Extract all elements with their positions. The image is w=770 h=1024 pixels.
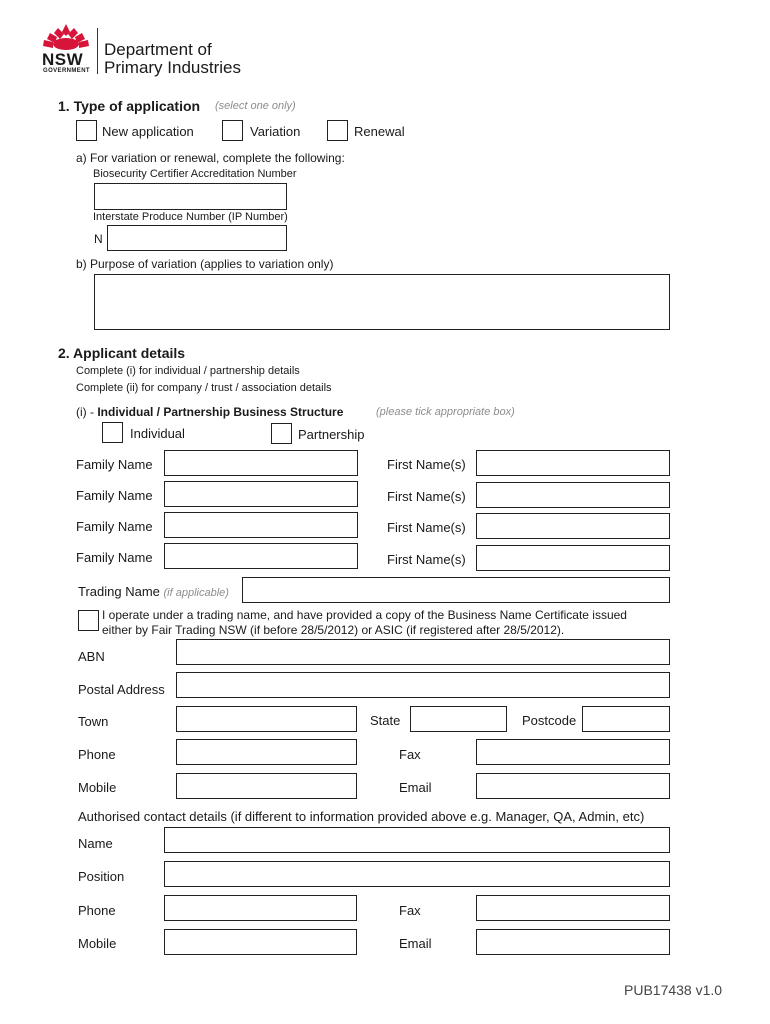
trading-statement-line1: I operate under a trading name, and have provided a copy of the Business Name Certificate issued (102, 608, 627, 622)
postal-address-input[interactable] (176, 672, 670, 698)
first-name-input-4[interactable] (476, 545, 670, 571)
trading-name-label (78, 584, 229, 599)
postal-address-label: Postal Address (78, 682, 165, 697)
publication-code: PUB17438 v1.0 (624, 982, 723, 998)
biosecurity-number-input[interactable] (94, 183, 287, 210)
purpose-of-variation-input[interactable] (94, 274, 670, 330)
town-label: Town (78, 714, 109, 729)
contact-name-input[interactable] (164, 827, 670, 853)
individual-checkbox[interactable] (102, 422, 123, 443)
purpose-of-variation-label: b) Purpose of variation (applies to variation only) (76, 257, 334, 271)
family-name-label-2: Family Name (76, 488, 153, 503)
mobile-label: Mobile (78, 780, 117, 795)
first-name-label-2: First Name(s) (387, 489, 466, 504)
contact-name-label: Name (78, 836, 113, 851)
structure-hint: (please tick appropriate box) (376, 406, 515, 418)
first-name-input-2[interactable] (476, 482, 670, 508)
first-name-label-1: First Name(s) (387, 457, 466, 472)
first-name-label-4: First Name(s) (387, 552, 466, 567)
ip-number-input[interactable] (107, 225, 287, 251)
section1-title: 1. Type of application (58, 98, 201, 114)
family-name-label-1: Family Name (76, 457, 153, 472)
partnership-checkbox[interactable] (271, 423, 292, 444)
town-input[interactable] (176, 706, 357, 732)
structure-prefix: (i) - (76, 405, 98, 419)
contact-phone-input[interactable] (164, 895, 357, 921)
new-application-label: New application (102, 124, 194, 139)
government-wordmark: GOVERNMENT (43, 68, 91, 74)
family-name-input-3[interactable] (164, 512, 358, 538)
biosecurity-label: Biosecurity Certifier Accreditation Number (93, 168, 297, 180)
fax-label: Fax (399, 747, 421, 762)
section2-title: 2. Applicant details (58, 345, 186, 361)
section2-line1: Complete (i) for individual / partnership details (76, 365, 300, 377)
trading-name-checkbox[interactable] (78, 610, 99, 631)
state-label: State (370, 713, 401, 728)
postcode-input[interactable] (582, 706, 670, 732)
email-label: Email (399, 780, 432, 795)
section2-line2: Complete (ii) for company / trust / association details (76, 382, 332, 394)
new-application-checkbox[interactable] (76, 120, 97, 141)
family-name-input-1[interactable] (164, 450, 358, 476)
state-input[interactable] (410, 706, 507, 732)
contact-fax-label: Fax (399, 903, 421, 918)
fax-input[interactable] (476, 739, 670, 765)
variation-renewal-instruction: a) For variation or renewal, complete the following: (76, 151, 345, 165)
structure-title: Individual / Partnership Business Structure (97, 405, 344, 419)
partnership-label: Partnership (298, 427, 365, 442)
family-name-label-4: Family Name (76, 550, 153, 565)
nsw-wordmark: NSW (42, 50, 84, 69)
family-name-input-2[interactable] (164, 481, 358, 507)
first-name-label-3: First Name(s) (387, 520, 466, 535)
authorised-contact-heading: Authorised contact details (if different to information provided above e.g. Manager, QA, Admin, etc) (78, 809, 645, 824)
renewal-checkbox[interactable] (327, 120, 348, 141)
trading-name-input[interactable] (242, 577, 670, 603)
variation-checkbox[interactable] (222, 120, 243, 141)
section1-hint: (select one only) (215, 100, 296, 112)
contact-mobile-label: Mobile (78, 936, 117, 951)
trading-name-label-text: Trading Name (78, 584, 160, 599)
trading-name-hint: (if applicable) (163, 587, 229, 599)
postcode-label: Postcode (522, 713, 577, 728)
mobile-input[interactable] (176, 773, 357, 799)
email-input[interactable] (476, 773, 670, 799)
phone-label: Phone (78, 747, 116, 762)
variation-label: Variation (250, 124, 301, 139)
abn-label: ABN (78, 649, 105, 664)
contact-mobile-input[interactable] (164, 929, 357, 955)
first-name-input-3[interactable] (476, 513, 670, 539)
dept-title-line2: Primary Industries (104, 58, 241, 77)
waratah-icon (40, 22, 92, 52)
family-name-input-4[interactable] (164, 543, 358, 569)
abn-input[interactable] (176, 639, 670, 665)
dept-title-line1: Department of (104, 40, 212, 59)
contact-email-input[interactable] (476, 929, 670, 955)
structure-heading (76, 405, 343, 419)
family-name-label-3: Family Name (76, 519, 153, 534)
contact-position-label: Position (78, 869, 125, 884)
nsw-logo (40, 22, 92, 78)
contact-email-label: Email (399, 936, 432, 951)
first-name-input-1[interactable] (476, 450, 670, 476)
ip-prefix: N (94, 232, 103, 246)
contact-position-input[interactable] (164, 861, 670, 887)
contact-phone-label: Phone (78, 903, 116, 918)
phone-input[interactable] (176, 739, 357, 765)
logo-divider (97, 28, 98, 74)
ip-number-label: Interstate Produce Number (IP Number) (93, 211, 288, 223)
renewal-label: Renewal (354, 124, 405, 139)
trading-statement-line2: either by Fair Trading NSW (if before 28/5/2012) or ASIC (if registered after 28/5/2012). (102, 623, 565, 637)
contact-fax-input[interactable] (476, 895, 670, 921)
individual-label: Individual (130, 426, 185, 441)
